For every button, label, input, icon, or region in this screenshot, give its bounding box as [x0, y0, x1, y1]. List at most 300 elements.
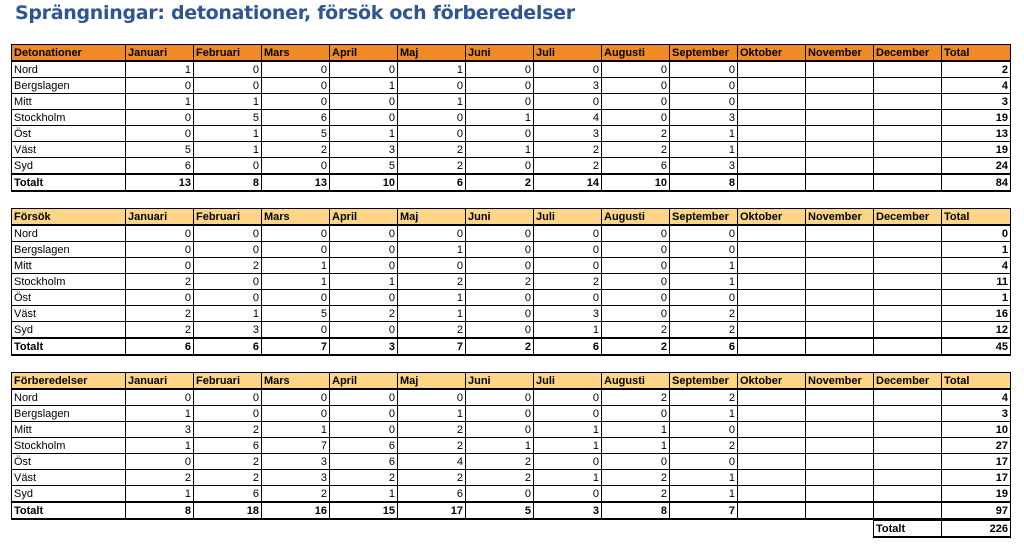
table-cell: 0 [602, 94, 670, 110]
table-cell [738, 389, 806, 406]
table-cell [738, 258, 806, 274]
table-cell [874, 438, 942, 454]
region-name: Mitt [12, 258, 126, 274]
table-cell: 2 [398, 274, 466, 290]
table-row [12, 225, 1011, 242]
column-total [806, 502, 874, 519]
table-cell: 3 [670, 110, 738, 126]
table-cell [874, 258, 942, 274]
column-header: Januari [126, 209, 194, 226]
region-name: Väst [12, 306, 126, 322]
table-cell: 0 [466, 242, 534, 258]
table-cell [738, 470, 806, 486]
table-cell: 1 [398, 406, 466, 422]
column-header: Oktober [738, 209, 806, 226]
table-cell [874, 322, 942, 339]
table-cell: 1 [466, 438, 534, 454]
table-cell: 0 [262, 322, 330, 339]
table-cell: 2 [126, 274, 194, 290]
region-name: Bergslagen [12, 78, 126, 94]
table-cell: 0 [126, 126, 194, 142]
region-name: Öst [12, 290, 126, 306]
table-cell: 1 [194, 94, 262, 110]
table-cell: 4 [534, 110, 602, 126]
table-cell [874, 486, 942, 503]
table-cell: 0 [194, 225, 262, 242]
column-header: December [874, 373, 942, 390]
table-cell: 2 [534, 142, 602, 158]
table-cell: 1 [330, 274, 398, 290]
column-total: 6 [194, 338, 262, 355]
region-name: Stockholm [12, 438, 126, 454]
table-cell: 2 [330, 306, 398, 322]
region-name: Väst [12, 470, 126, 486]
table-cell: 0 [602, 274, 670, 290]
column-total: 17 [398, 502, 466, 519]
column-header: Mars [262, 209, 330, 226]
table-cell: 0 [534, 61, 602, 78]
table-cell: 0 [602, 290, 670, 306]
column-header: April [330, 209, 398, 226]
table-cell: 2 [398, 470, 466, 486]
table-cell: 2 [398, 322, 466, 339]
table-cell [738, 126, 806, 142]
totalt-row [12, 502, 1011, 519]
table-row [12, 142, 1011, 158]
table-cell: 0 [466, 406, 534, 422]
table-cell: 0 [330, 389, 398, 406]
table-cell [874, 225, 942, 242]
table-cell: 0 [330, 406, 398, 422]
column-total: 5 [466, 502, 534, 519]
page-title: Sprängningar: detonationer, försök och förberedelser [15, 2, 575, 24]
table-cell: 0 [534, 94, 602, 110]
column-header: September [670, 209, 738, 226]
table-cell: 6 [194, 438, 262, 454]
table-cell: 2 [602, 389, 670, 406]
table-cell: 0 [466, 422, 534, 438]
table-cell: 0 [602, 258, 670, 274]
table-cell: 1 [466, 142, 534, 158]
table-row [12, 258, 1011, 274]
table-cell [806, 389, 874, 406]
table-row [12, 438, 1011, 454]
table-cell [738, 242, 806, 258]
table-cell: 0 [466, 258, 534, 274]
table-cell: 0 [330, 110, 398, 126]
table-cell [806, 486, 874, 503]
table-cell: 0 [330, 422, 398, 438]
table-cell: 1 [126, 61, 194, 78]
table-cell [874, 422, 942, 438]
totalt-label: Totalt [12, 502, 126, 519]
table-cell: 1 [534, 438, 602, 454]
row-total: 1 [942, 242, 1011, 258]
table-cell: 0 [262, 61, 330, 78]
table-cell: 0 [466, 61, 534, 78]
table-cell: 0 [262, 158, 330, 175]
table-cell [874, 290, 942, 306]
region-name: Nord [12, 389, 126, 406]
table-row [12, 242, 1011, 258]
table-cell [806, 422, 874, 438]
table-cell [738, 94, 806, 110]
table-cell: 2 [126, 322, 194, 339]
table-cell: 0 [330, 322, 398, 339]
table-cell: 0 [262, 290, 330, 306]
table-cell [874, 110, 942, 126]
table-cell: 0 [398, 258, 466, 274]
table-cell: 1 [330, 486, 398, 503]
row-total: 0 [942, 225, 1011, 242]
column-total: 7 [398, 338, 466, 355]
table-cell: 0 [670, 454, 738, 470]
table-cell [806, 306, 874, 322]
column-total: 6 [534, 338, 602, 355]
table-cell: 1 [126, 438, 194, 454]
column-header: Mars [262, 373, 330, 390]
column-header: September [670, 373, 738, 390]
column-total: 3 [534, 502, 602, 519]
table-cell: 2 [262, 142, 330, 158]
column-header: December [874, 209, 942, 226]
row-total: 12 [942, 322, 1011, 339]
table-cell: 1 [194, 306, 262, 322]
table-cell: 0 [330, 94, 398, 110]
row-total: 4 [942, 258, 1011, 274]
column-header: Oktober [738, 373, 806, 390]
table-cell: 0 [262, 389, 330, 406]
table-cell: 0 [466, 225, 534, 242]
column-header: April [330, 45, 398, 62]
table-cell: 2 [466, 454, 534, 470]
table-cell: 1 [398, 94, 466, 110]
column-total: 8 [670, 174, 738, 191]
table-cell: 0 [466, 78, 534, 94]
table-cell: 2 [126, 470, 194, 486]
table-cell: 5 [330, 158, 398, 175]
region-name: Mitt [12, 422, 126, 438]
table-cell: 2 [262, 486, 330, 503]
table-row [12, 406, 1011, 422]
column-total: 6 [670, 338, 738, 355]
column-total [874, 338, 942, 355]
column-total: 8 [126, 502, 194, 519]
grand-total-table [873, 519, 1011, 538]
table-row [12, 61, 1011, 78]
table-cell [806, 290, 874, 306]
column-total: 3 [330, 338, 398, 355]
table-cell: 3 [262, 454, 330, 470]
table-cell: 1 [262, 258, 330, 274]
table-row [12, 290, 1011, 306]
table-cell: 0 [398, 225, 466, 242]
table-cell [806, 274, 874, 290]
table-cell: 0 [670, 242, 738, 258]
table-cell: 1 [398, 306, 466, 322]
table-cell: 0 [466, 94, 534, 110]
table-header-row [12, 45, 1011, 62]
table-cell: 2 [466, 470, 534, 486]
totalt-row [12, 338, 1011, 355]
table-cell: 0 [194, 61, 262, 78]
table-cell: 0 [670, 61, 738, 78]
table-cell: 0 [262, 94, 330, 110]
table-row [12, 78, 1011, 94]
table-cell: 0 [466, 486, 534, 503]
column-header: Mars [262, 45, 330, 62]
table-cell: 2 [670, 438, 738, 454]
table-cell: 1 [398, 242, 466, 258]
region-name: Syd [12, 322, 126, 339]
column-header: Oktober [738, 45, 806, 62]
table-cell: 1 [534, 422, 602, 438]
table-cell: 2 [602, 322, 670, 339]
table-cell: 1 [398, 290, 466, 306]
forberedelser-table [11, 372, 1011, 520]
table-cell: 0 [534, 242, 602, 258]
row-total: 19 [942, 142, 1011, 158]
table-cell: 6 [262, 110, 330, 126]
table-cell: 0 [194, 242, 262, 258]
table-cell [738, 274, 806, 290]
table-cell: 1 [670, 486, 738, 503]
column-header: Augusti [602, 373, 670, 390]
table-cell [874, 158, 942, 175]
table-cell [738, 438, 806, 454]
table-cell: 5 [262, 126, 330, 142]
column-total: 2 [466, 174, 534, 191]
table-cell [874, 78, 942, 94]
table-cell: 0 [194, 290, 262, 306]
region-name: Öst [12, 454, 126, 470]
table-row [12, 322, 1011, 339]
table-cell: 0 [602, 225, 670, 242]
table-cell: 5 [126, 142, 194, 158]
table-cell: 0 [534, 486, 602, 503]
region-name: Nord [12, 225, 126, 242]
row-total: 4 [942, 78, 1011, 94]
column-total: 10 [330, 174, 398, 191]
column-header: Juli [534, 45, 602, 62]
column-total: 2 [466, 338, 534, 355]
table-cell [738, 142, 806, 158]
table-cell: 0 [126, 290, 194, 306]
table-cell [874, 142, 942, 158]
table-cell: 5 [262, 306, 330, 322]
table-cell: 0 [534, 454, 602, 470]
table-cell: 1 [194, 126, 262, 142]
table-cell [806, 438, 874, 454]
row-total: 1 [942, 290, 1011, 306]
table-cell: 1 [534, 322, 602, 339]
table-cell: 2 [330, 470, 398, 486]
table-cell: 3 [194, 322, 262, 339]
grand-total-row [874, 520, 1011, 537]
table-cell: 1 [126, 406, 194, 422]
table-cell: 0 [194, 78, 262, 94]
table-cell: 1 [194, 142, 262, 158]
table-cell: 0 [262, 406, 330, 422]
table-row [12, 94, 1011, 110]
table-cell: 0 [398, 126, 466, 142]
table-cell: 0 [126, 258, 194, 274]
table-cell: 0 [194, 274, 262, 290]
table-cell: 1 [602, 438, 670, 454]
column-header: Maj [398, 45, 466, 62]
table-cell [874, 61, 942, 78]
table-cell [806, 61, 874, 78]
column-total [806, 338, 874, 355]
table-row [12, 158, 1011, 175]
table-cell: 2 [670, 322, 738, 339]
table-label: Försök [12, 209, 126, 226]
table-cell: 2 [534, 274, 602, 290]
column-header: December [874, 45, 942, 62]
table-cell: 6 [398, 486, 466, 503]
table-cell: 1 [534, 470, 602, 486]
table-cell: 2 [126, 306, 194, 322]
table-cell: 0 [194, 406, 262, 422]
row-total: 27 [942, 438, 1011, 454]
row-total: 13 [942, 126, 1011, 142]
region-name: Nord [12, 61, 126, 78]
table-cell [874, 406, 942, 422]
column-total: 13 [126, 174, 194, 191]
table-cell: 3 [534, 306, 602, 322]
table-cell: 1 [330, 126, 398, 142]
table-cell [738, 406, 806, 422]
column-total: 6 [398, 174, 466, 191]
column-header: Maj [398, 373, 466, 390]
column-total: 18 [194, 502, 262, 519]
table-cell: 2 [670, 389, 738, 406]
table-cell: 2 [602, 126, 670, 142]
table-cell [806, 142, 874, 158]
table-cell: 1 [670, 406, 738, 422]
table-cell [806, 322, 874, 339]
table-cell [806, 110, 874, 126]
table-cell: 0 [602, 110, 670, 126]
column-header: Juni [466, 373, 534, 390]
column-header: April [330, 373, 398, 390]
column-header: Juni [466, 45, 534, 62]
totalt-label: Totalt [12, 174, 126, 191]
table-cell [806, 470, 874, 486]
table-cell: 6 [194, 486, 262, 503]
table-cell: 0 [602, 78, 670, 94]
table-cell: 0 [670, 422, 738, 438]
table-row [12, 126, 1011, 142]
table-row [12, 454, 1011, 470]
region-name: Väst [12, 142, 126, 158]
table-cell: 2 [398, 158, 466, 175]
column-total [738, 338, 806, 355]
row-total: 19 [942, 486, 1011, 503]
table-cell [874, 242, 942, 258]
row-total: 17 [942, 470, 1011, 486]
table-cell [806, 454, 874, 470]
table-cell: 0 [330, 242, 398, 258]
table-cell: 7 [262, 438, 330, 454]
column-header: Augusti [602, 45, 670, 62]
table-cell: 1 [670, 258, 738, 274]
table-cell: 2 [602, 470, 670, 486]
table-cell: 0 [602, 406, 670, 422]
column-total: 8 [194, 174, 262, 191]
table-cell: 6 [330, 438, 398, 454]
table-cell: 3 [670, 158, 738, 175]
table-cell: 0 [126, 389, 194, 406]
table-cell [738, 454, 806, 470]
table-cell: 2 [670, 306, 738, 322]
table-cell: 0 [602, 454, 670, 470]
column-total [738, 502, 806, 519]
table-cell [738, 290, 806, 306]
table-cell [806, 225, 874, 242]
total-column-header: Total [942, 209, 1011, 226]
table-cell [806, 126, 874, 142]
table-cell [806, 78, 874, 94]
column-total [806, 174, 874, 191]
table-cell [806, 158, 874, 175]
column-header: Februari [194, 373, 262, 390]
table-cell: 0 [670, 225, 738, 242]
table-cell: 0 [330, 225, 398, 242]
table-cell: 1 [670, 470, 738, 486]
row-total: 10 [942, 422, 1011, 438]
table-cell: 3 [534, 78, 602, 94]
table-cell: 0 [126, 110, 194, 126]
row-total: 2 [942, 61, 1011, 78]
column-total: 16 [262, 502, 330, 519]
table-cell: 5 [194, 110, 262, 126]
table-cell: 0 [670, 290, 738, 306]
table-cell: 1 [398, 61, 466, 78]
table-cell [874, 389, 942, 406]
grand-total-value: 226 [942, 520, 1011, 537]
table-cell: 1 [126, 486, 194, 503]
table-cell: 0 [466, 322, 534, 339]
table-cell: 0 [330, 258, 398, 274]
table-cell: 1 [670, 126, 738, 142]
column-total: 8 [602, 502, 670, 519]
table-cell: 0 [534, 389, 602, 406]
region-name: Bergslagen [12, 242, 126, 258]
table-cell: 2 [194, 454, 262, 470]
table-grand-total: 97 [942, 502, 1011, 519]
table-cell: 0 [602, 61, 670, 78]
column-total: 13 [262, 174, 330, 191]
forsok-table [11, 208, 1011, 356]
column-header: Februari [194, 45, 262, 62]
table-cell: 1 [602, 422, 670, 438]
table-cell: 2 [602, 142, 670, 158]
table-cell: 0 [126, 454, 194, 470]
table-cell: 0 [398, 389, 466, 406]
table-cell [874, 306, 942, 322]
row-total: 3 [942, 94, 1011, 110]
region-name: Bergslagen [12, 406, 126, 422]
table-cell: 2 [194, 422, 262, 438]
column-header: Februari [194, 209, 262, 226]
table-header-row [12, 209, 1011, 226]
row-total: 17 [942, 454, 1011, 470]
table-cell: 0 [534, 290, 602, 306]
column-header: November [806, 45, 874, 62]
table-cell [738, 78, 806, 94]
table-cell: 2 [602, 486, 670, 503]
